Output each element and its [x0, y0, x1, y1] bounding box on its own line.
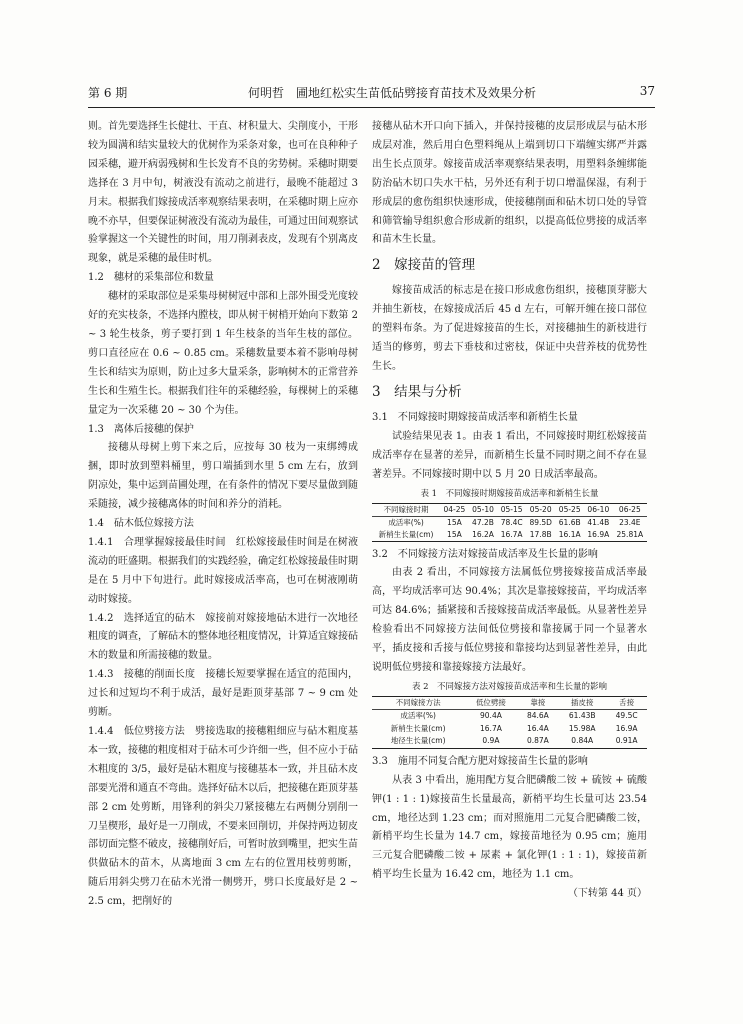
running-title: 何明哲 圃地红松实生苗低砧劈接育苗技术及效果分析	[248, 86, 537, 100]
table-cell: 41.4B	[587, 517, 610, 527]
table-cell: 15A	[447, 529, 462, 539]
table-cell: 不同嫁接时期	[372, 503, 440, 516]
issue-number: 第 6 期	[88, 86, 128, 100]
subsection-heading: 3.3 施用不同复合配方肥对嫁接苗生长量的影响	[372, 755, 588, 767]
subsection-heading: 3.1 不同嫁接时期嫁接苗成活率和新梢生长量	[372, 411, 578, 423]
table-row	[372, 516, 647, 529]
paragraph: 1.4.1 合理掌握嫁接最佳时间 红松嫁接最佳时间是在树液流动的旺盛期。根据我们的实践经验，确定红松嫁接最佳时期是在 5 月中下旬进行。此时嫁接成活率高，也可在树液刚萌动时嫁接。	[88, 536, 358, 605]
table-cell: 17.8B	[529, 529, 552, 539]
table-cell: 84.6A	[526, 711, 549, 721]
table-cell: 15A	[447, 517, 462, 527]
section-heading: 1.4 砧木低位嫁接方法	[88, 518, 194, 530]
subsection-heading: 3.2 不同嫁接方法对嫁接苗成活率及生长量的影响	[372, 548, 598, 560]
table-cell: 16.7A	[500, 529, 523, 539]
section-heading: 2 嫁接苗的管理	[372, 257, 476, 274]
table-row	[372, 723, 647, 736]
paragraph: 则。首先要选择生长健壮、干直、材积量大、尖削度小，干形较为圆满和结实量较大的优树作为采条对象，也可在良种种子园采穗，避开病弱残树和生长发育不良的劣势树。采穗时期要选择在 3 月中旬，树液没有流动之前进行，最晚不能超过 3 月末。根据我们嫁接成活率观察结果表明，在采穗时期上应亦晚不亦早，但要保证树液没有流动为最佳，可通过田间观察试验掌握这一个关键性的时间，用刀削剥表皮，发现有个别离皮现象，就是采穗的最佳时机。	[88, 121, 358, 265]
table-cell: 90.4A	[480, 711, 502, 721]
table-cell: 成活率(%)	[400, 711, 436, 721]
table-header-row	[372, 696, 647, 710]
page-number: 37	[639, 84, 655, 98]
left-column	[88, 118, 358, 912]
table-cell: 新梢生长量(cm)	[378, 529, 434, 539]
table-cell: 0.91A	[615, 736, 638, 746]
table-cell: 15.98A	[568, 723, 596, 733]
table-1-caption: 表 1 不同嫁接时期嫁接苗成活率和新梢生长量	[420, 488, 599, 499]
paragraph: 由表 2 看出，不同嫁接方法属低位劈接嫁接苗成活率最高，平均成活率可达 90.4%；其次是靠接嫁接苗，平均成活率可达 84.6%；插紧接和舌接嫁接苗成活率最低。从显著性差异检验看出不同嫁接方法间低位劈接和靠接属于同一个显著水平，插皮接和舌接与低位劈接和靠接均达到显著性差异，由此说明低位劈接和靠接嫁接方法最好。	[372, 567, 647, 673]
paragraph: 接穗从砧木开口向下插入，并保持接穗的皮层形成层与砧木形成层对准，然后用白色塑料绳从上端到切口下端缠实绑严并露出生长点顶芽。嫁接苗成活率观察结果表明，用塑料条缠绑能防治砧木切口失水干枯，另外还有利于切口增温保湿，有利于形成层的愈伤组织快速形成，使接穗削面和砧木切口处的导管和筛管输导组织愈合形成新的组织，以提高低位劈接的成活率和苗木生长量。	[372, 121, 647, 246]
table-cell: 低位劈接	[464, 696, 517, 710]
paragraph: 1.4.2 选择适宜的砧木 嫁接前对嫁接地砧木进行一次地径粗度的调查，了解砧木的整体地径粗度情况，计算适宜嫁接砧木的数量和所需接穗的数量。	[88, 612, 358, 662]
table-2-caption: 表 2 不同嫁接方法对嫁接苗成活率和生长量的影响	[411, 681, 608, 692]
table-cell: 地径生长量(cm)	[390, 736, 446, 746]
table-cell: 06-25	[613, 503, 647, 516]
table-row	[372, 710, 647, 723]
table-cell: 05-20	[526, 503, 555, 516]
table-cell: 61.43B	[568, 711, 596, 721]
table-cell: 78.4C	[500, 517, 523, 527]
table-1	[372, 503, 647, 542]
table-cell: 不同嫁接方法	[372, 696, 464, 710]
table-cell: 成活率(%)	[388, 517, 424, 527]
table-cell: 25.81A	[616, 529, 644, 539]
right-column	[372, 118, 647, 904]
table-header-row	[372, 503, 647, 516]
paragraph: 嫁接苗成活的标志是在接口形成愈伤组织，接穗顶芽膨大并抽生新枝，在嫁接成活后 45 d 左右，可解开缠在接口部位的塑料布条。为了促进嫁接苗的生长，对接穗抽生的新枝进行适当的修剪，剪去下垂枝和过密枝，保证中央营养枝的优势性生长。	[372, 285, 647, 372]
table-cell: 05-15	[497, 503, 526, 516]
table-cell: 舌接	[606, 696, 647, 710]
table-cell: 16.9A	[615, 723, 638, 733]
paragraph: 1.4.4 低位劈接方法 劈接选取的接穗粗细应与砧木粗度基本一致，接穗的粗度相对于砧木可少许细一些，但不应小于砧木粗度的 3/5，最好是砧木粗度与接穗基本一致，并且砧木皮部要光滑和通直不弯曲。选择好砧木以后，把接穗在距顶芽基部 2 cm 处剪断，用锋利的斜尖刀紧接穗左右两侧分别削一刀呈楔形，最好是一刀削成，不要来回削切，并保持两边韧皮部切面完整不破皮，接穗削好后，可暂时放到嘴里，把实生苗供做砧木的苗木，从离地面 3 cm 左右的位置用枝剪剪断，随后用斜尖劈刀在砧木光滑一侧劈开，劈口长度最好是 2 ~ 2.5 cm，把削好的	[88, 726, 358, 908]
table-cell: 05-10	[469, 503, 498, 516]
running-header	[88, 84, 655, 106]
paragraph: 穗材的采取部位是采集母树树冠中部和上部外围受光度较好的充实枝条，不选择内膛枝，即从树干树梢开始向下数第 2 ~ 3 轮生枝条，剪子要打到 1 年生枝条的当年生枝的部位。剪口直径应在 0.6 ~ 0.85 cm。采穗数量要本着不影响母树生长和结实为原则，防止过多大量采条，影响树木的正常营养生长和生殖生长。根据我们往年的采穗经验，每棵树上的采穗量定为一次采穗 20 ~ 30 个为佳。	[88, 291, 358, 416]
table-cell: 47.2B	[472, 517, 494, 527]
table-cell: 61.6B	[558, 517, 581, 527]
section-heading: 1.3 离体后接穗的保护	[88, 423, 194, 435]
paragraph: 1.4.3 接穗的削面长度 接穗长短要掌握在适宜的范围内，过长和过短均不利于成活，最好是距顶芽基部 7 ~ 9 cm 处剪断。	[88, 669, 358, 719]
table-cell: 靠接	[518, 696, 559, 710]
table-cell: 0.87A	[526, 736, 549, 746]
table-row	[372, 735, 647, 748]
header-rule	[88, 107, 655, 108]
table-cell: 16.1A	[558, 529, 581, 539]
table-cell: 23.4E	[619, 517, 641, 527]
table-cell: 16.4A	[526, 723, 549, 733]
table-row	[372, 529, 647, 542]
paragraph-text: 从表 3 中看出，施用配方复合肥磷酸二铵 + 硫铵 + 硫酸钾(1 : 1 : 1)嫁接苗生长量最高，新梢平均生长量可达 23.54 cm，地径达到 1.23 cm；而对照施用二元复合肥磷酸二铵，新梢平均生长量为 14.7 cm，嫁接苗地径为 0.95 cm；施用三元复合肥磷酸二铵 + 尿素 + 氯化钾(1 : 1 : 1)，嫁接苗新梢平均生长量为 16.42 cm，地径为 1.1 cm。	[372, 774, 647, 881]
table-cell: 04-25	[440, 503, 469, 516]
section-heading: 1.2 穗材的采集部位和数量	[88, 272, 214, 284]
paragraph	[372, 772, 647, 900]
continued-note: （下转第 44 页）	[567, 888, 647, 900]
table-cell: 89.5D	[529, 517, 552, 527]
table-cell: 0.84A	[571, 736, 594, 746]
table-cell: 16.7A	[480, 723, 502, 733]
table-cell: 16.2A	[472, 529, 494, 539]
table-cell: 16.9A	[587, 529, 610, 539]
table-cell: 05-25	[555, 503, 584, 516]
table-2	[372, 696, 647, 749]
paragraph: 试验结果见表 1。由表 1 看出，不同嫁接时期红松嫁接苗成活率存在显著的差异，而新梢生长量不同时期之间不存在显著差异。不同嫁接时期中以 5 月 20 日成活率最高。	[372, 430, 647, 480]
table-cell: 06-10	[584, 503, 613, 516]
section-heading: 3 结果与分析	[372, 383, 462, 400]
table-cell: 新梢生长量(cm)	[390, 723, 446, 733]
table-cell: 插皮接	[558, 696, 606, 710]
table-cell: 49.5C	[615, 711, 638, 721]
table-cell: 0.9A	[482, 736, 500, 746]
paragraph: 接穗从母树上剪下来之后，应按每 30 枝为一束绑缚成捆，即时放到塑料桶里，剪口端插到水里 5 cm 左右，放到阴凉处，集中运到苗圃处理，在有条件的情况下要尽量做到随采随接，减少接穗离体的时间和养分的消耗。	[88, 442, 358, 511]
